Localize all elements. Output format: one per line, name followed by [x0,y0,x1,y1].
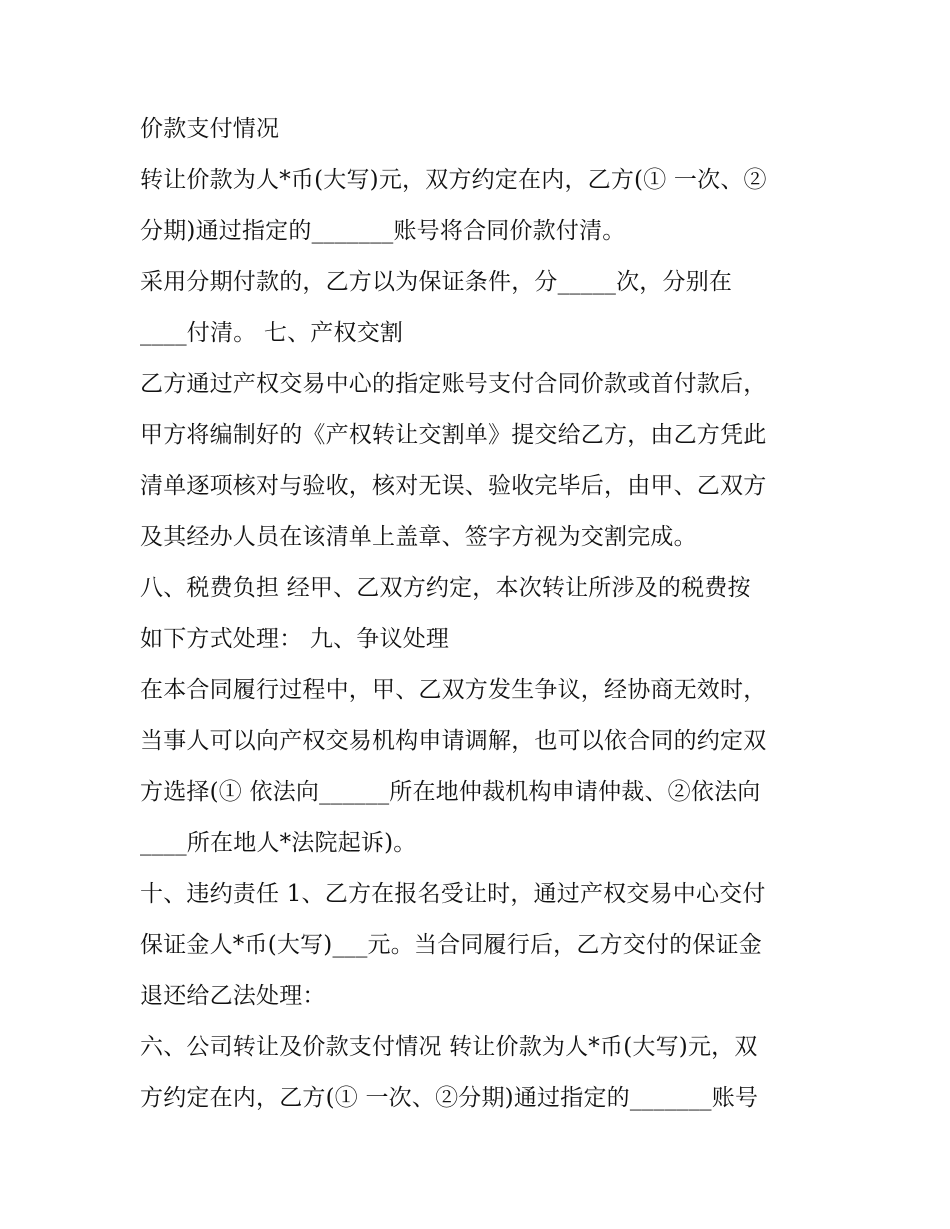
text-line: 甲方将编制好的《产权转让交割单》提交给乙方，由乙方凭此 [140,422,767,448]
text-line: 保证金人*币(大写)___元。当合同履行后，乙方交付的保证金 [140,932,762,958]
text-line: 如下方式处理： 九、争议处理 [140,626,450,652]
text-line: 乙方通过产权交易中心的指定账号支付合同价款或首付款后， [140,371,767,397]
text-line: 十、违约责任 1、乙方在报名受让时，通过产权交易中心交付 [140,881,766,907]
text-line: ____付清。 七、产权交割 [140,320,404,346]
text-line: 在本合同履行过程中，甲、乙双方发生争议，经协商无效时， [140,677,767,703]
text-line: 六、公司转让及价款支付情况 转让价款为人*币(大写)元，双 [140,1034,758,1060]
text-line: 方约定在内，乙方(① 一次、②分期)通过指定的_______账号 [140,1085,759,1111]
text-line: ____所在地人*法院起诉)。 [140,830,417,856]
text-line: 八、税费负担 经甲、乙双方约定，本次转让所涉及的税费按 [140,575,751,601]
text-line: 当事人可以向产权交易机构申请调解，也可以依合同的约定双 [140,728,767,754]
text-line: 清单逐项核对与验收，核对无误、验收完毕后，由甲、乙双方 [140,473,767,499]
text-line: 及其经办人员在该清单上盖章、签字方视为交割完成。 [140,524,697,550]
text-line: 转让价款为人*币(大写)元，双方约定在内，乙方(① 一次、② [140,167,767,193]
document-body [140,104,820,1124]
text-line: 退还给乙法处理： [140,983,326,1009]
text-line: 方选择(① 依法向______所在地仲裁机构申请仲裁、②依法向 [140,779,761,805]
text-line: 分期)通过指定的_______账号将合同价款付清。 [140,218,626,244]
text-line: 采用分期付款的，乙方以为保证条件，分_____次，分别在 [140,269,733,295]
text-line: 价款支付情况 [140,116,280,142]
